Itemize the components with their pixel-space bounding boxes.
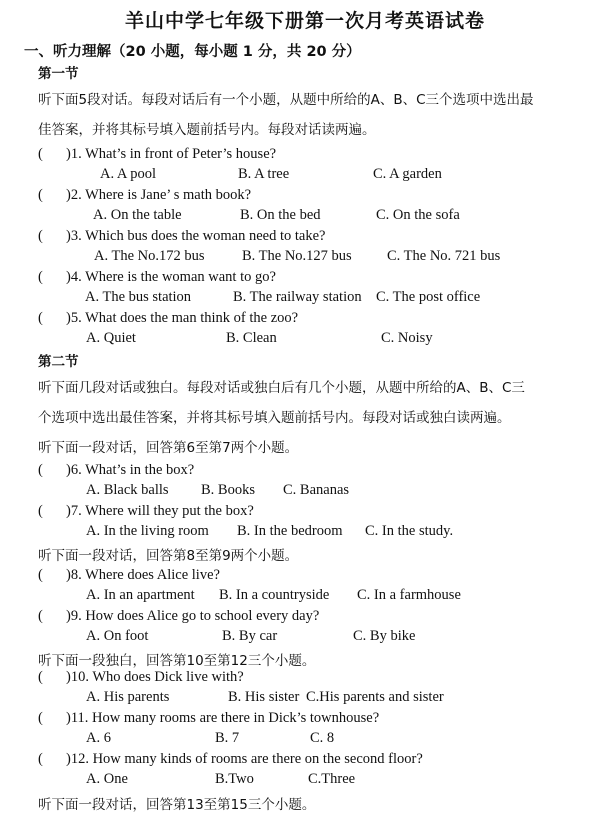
- q6-option-c: C. Bananas: [283, 482, 350, 498]
- q1-option-c: C. A garden: [373, 166, 442, 182]
- part2-heading: 第二节: [38, 354, 79, 370]
- q10-option-a: A. His parents: [86, 689, 170, 705]
- question-10: )10. Who does Dick live with?: [66, 669, 244, 685]
- answer-bracket[interactable]: (: [38, 567, 43, 583]
- q7-option-c: C. In the study.: [365, 523, 454, 539]
- question-6: )6. What’s in the box?: [66, 462, 195, 478]
- listening-note-8-9: 听下面一段对话，回答第8至第9两个小题。: [38, 548, 299, 564]
- q5-option-c: C. Noisy: [381, 330, 433, 346]
- answer-bracket[interactable]: (: [38, 503, 43, 519]
- part1-instruction-line1: 听下面5段对话。每段对话后有一个小题，从题中所给的A、B、C三个选项中选出最: [38, 92, 534, 108]
- answer-bracket[interactable]: (: [38, 710, 43, 726]
- question-4: )4. Where is the woman want to go?: [66, 269, 276, 285]
- q6-option-b: B. Books: [201, 482, 255, 498]
- q11-option-c: C. 8: [310, 730, 335, 746]
- question-5: )5. What does the man think of the zoo?: [66, 310, 299, 326]
- q7-option-b: B. In the bedroom: [237, 523, 343, 539]
- listening-note-6-7: 听下面一段对话，回答第6至第7两个小题。: [38, 440, 299, 456]
- answer-bracket[interactable]: (: [38, 669, 43, 685]
- q5-option-b: B. Clean: [226, 330, 277, 346]
- q4-option-a: A. The bus station: [85, 289, 192, 305]
- part2-instruction-line1: 听下面几段对话或独白。每段对话或独白后有几个小题，从题中所给的A、B、C三: [38, 380, 525, 396]
- q9-option-b: B. By car: [222, 628, 278, 644]
- question-11: )11. How many rooms are there in Dick’s townhouse?: [66, 710, 380, 726]
- q4-option-c: C. The post office: [376, 289, 481, 305]
- q10-option-c: C.His parents and sister: [306, 689, 444, 705]
- question-12: )12. How many kinds of rooms are there on the second floor?: [66, 751, 423, 767]
- answer-bracket[interactable]: (: [38, 269, 43, 285]
- question-8: )8. Where does Alice live?: [66, 567, 220, 583]
- question-7: )7. Where will they put the box?: [66, 503, 254, 519]
- q12-option-b: B.Two: [215, 771, 254, 787]
- answer-bracket[interactable]: (: [38, 228, 43, 244]
- q2-option-c: C. On the sofa: [376, 207, 460, 223]
- listening-note-13-15: 听下面一段对话，回答第13至第15三个小题。: [38, 797, 316, 813]
- q11-option-a: A. 6: [86, 730, 111, 746]
- q4-option-b: B. The railway station: [233, 289, 362, 305]
- answer-bracket[interactable]: (: [38, 751, 43, 767]
- q12-option-c: C.Three: [308, 771, 356, 787]
- listening-note-10-12: 听下面一段独白，回答第10至第12三个小题。: [38, 653, 316, 669]
- answer-bracket[interactable]: (: [38, 608, 43, 624]
- q1-option-b: B. A tree: [238, 166, 290, 182]
- q8-option-c: C. In a farmhouse: [357, 587, 461, 603]
- q2-option-a: A. On the table: [93, 207, 182, 223]
- answer-bracket[interactable]: (: [38, 310, 43, 326]
- q8-option-a: A. In an apartment: [86, 587, 195, 603]
- q5-option-a: A. Quiet: [86, 330, 136, 346]
- answer-bracket[interactable]: (: [38, 462, 43, 478]
- q8-option-b: B. In a countryside: [219, 587, 330, 603]
- part1-heading: 第一节: [38, 66, 79, 82]
- q11-option-b: B. 7: [215, 730, 240, 746]
- q3-option-b: B. The No.127 bus: [242, 248, 352, 264]
- question-3: )3. Which bus does the woman need to take?: [66, 228, 326, 244]
- part1-instruction-line2: 佳答案，并将其标号填入题前括号内。每段对话读两遍。: [38, 122, 376, 138]
- q9-option-c: C. By bike: [353, 628, 416, 644]
- q3-option-a: A. The No.172 bus: [94, 248, 205, 264]
- q10-option-b: B. His sister: [228, 689, 300, 705]
- q7-option-a: A. In the living room: [86, 523, 209, 539]
- part2-instruction-line2: 个选项中选出最佳答案，并将其标号填入题前括号内。每段对话或独白读两遍。: [38, 410, 511, 426]
- q2-option-b: B. On the bed: [240, 207, 321, 223]
- q9-option-a: A. On foot: [86, 628, 149, 644]
- page-title: 羊山中学七年级下册第一次月考英语试卷: [124, 10, 485, 32]
- q1-option-a: A. A pool: [100, 166, 156, 182]
- question-9: )9. How does Alice go to school every day?: [66, 608, 320, 624]
- answer-bracket[interactable]: (: [38, 146, 43, 162]
- question-2: )2. Where is Jane’ s math book?: [66, 187, 252, 203]
- q6-option-a: A. Black balls: [86, 482, 169, 498]
- q3-option-c: C. The No. 721 bus: [387, 248, 501, 264]
- q12-option-a: A. One: [86, 771, 128, 787]
- section1-heading: 一、听力理解（20 小题，每小题 1 分，共 20 分）: [24, 44, 361, 60]
- question-1: )1. What’s in front of Peter’s house?: [66, 146, 277, 162]
- answer-bracket[interactable]: (: [38, 187, 43, 203]
